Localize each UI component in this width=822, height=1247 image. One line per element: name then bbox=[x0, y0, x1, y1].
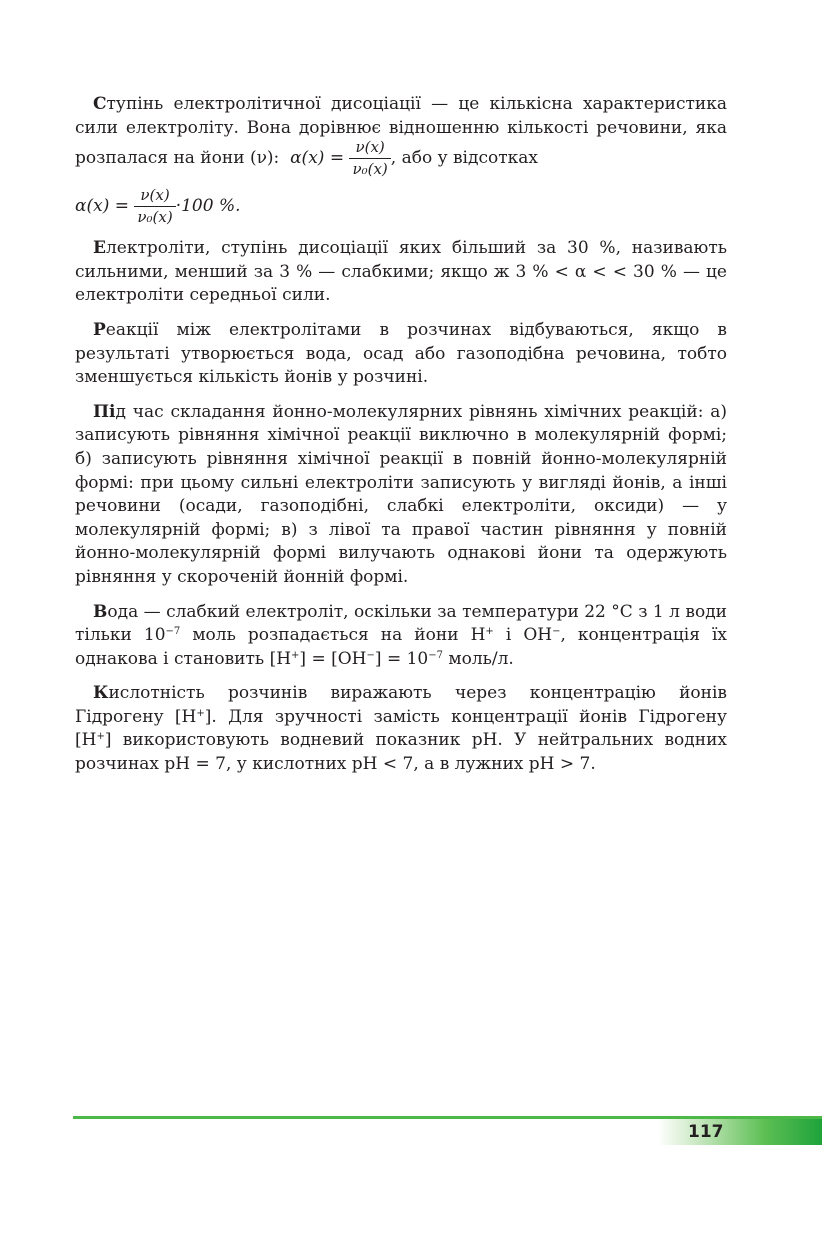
paragraph-strong-weak-electrolytes bbox=[75, 237, 727, 308]
superscript: − bbox=[366, 649, 375, 661]
superscript: −7 bbox=[428, 649, 443, 661]
formula-2-right: ·100 %. bbox=[175, 196, 241, 217]
superscript: + bbox=[291, 649, 300, 661]
paragraph-lead: Е bbox=[93, 238, 106, 259]
formula-1-numerator: ν(x) bbox=[349, 140, 390, 159]
paragraph-lead: С bbox=[93, 94, 107, 114]
formula-1-denominator: ν₀(x) bbox=[352, 160, 388, 179]
paragraph-lead: Р bbox=[93, 319, 106, 340]
text-run: , концентрація їх однакова і становить [Н bbox=[75, 625, 728, 669]
paragraph-lead: Пі bbox=[93, 401, 116, 422]
paragraph-lead: К bbox=[93, 683, 109, 704]
text-run: ] = 10 bbox=[374, 648, 429, 669]
page-number: 117 bbox=[688, 1122, 724, 1142]
paragraph-ionic-equations bbox=[75, 401, 727, 590]
paragraph-text: лектроліти, ступінь дисоціації яких більший за 30 %, називають сильними, менший за 3 % — слабкими; якщо ж 3 % < α < < 30 % — це електроліти середньої сили. bbox=[75, 238, 727, 306]
formula-1-left: α(x) = bbox=[290, 148, 345, 169]
superscript: + bbox=[196, 707, 205, 719]
text-run: ислотність розчинів виражають через концентрацію йонів Гідрогену [Н bbox=[75, 683, 727, 727]
formula-2-numerator: ν(x) bbox=[134, 188, 175, 207]
paragraph-water bbox=[75, 601, 727, 672]
text-run: ] використовують водневий показник рН. У нейтральних водних розчинах рН = 7, у кислотних рН < 7, а в лужних рН > 7. bbox=[75, 730, 727, 775]
paragraph-dissociation-degree bbox=[75, 93, 727, 177]
formula-1-fraction bbox=[349, 140, 390, 177]
formula-2-line bbox=[75, 188, 727, 225]
paragraph-text: еакції між електролітами в розчинах відбуваються, якщо в результаті утворюється вода, осад або газоподібна речовина, тобто зменшується кількість йонів у розчині. bbox=[75, 319, 727, 388]
paragraph-acidity bbox=[75, 682, 727, 776]
text-run: моль розпадається на йони Н bbox=[180, 625, 486, 646]
formula-2-fraction bbox=[134, 188, 175, 225]
superscript: + bbox=[485, 626, 494, 638]
text-run: ]. Для зручності замість концентрації йонів Гідрогену [Н bbox=[75, 706, 727, 751]
superscript: + bbox=[96, 731, 105, 743]
paragraph-text: д час складання йонно-молекулярних рівнянь хімічних реакцій: а) записують рівняння хімічної реакції виключно в молекулярній формі; б) записують рівняння хімічної реакції в повній йонно-молекулярній формі: при цьому сильні електроліти записують у вигляді йонів, а інші речовини (осади, газоподібні, слабкі електроліти, оксиди) — у молекулярній формі; в) з лівої та правої частин рівняння у повній йонно-молекулярній формі вилучають однакові йони та одержують рівняння у скороченій йонній формі. bbox=[75, 401, 727, 587]
text-run: ода — слабкий електроліт, оскільки за температури 22 °С з 1 л води тільки 10 bbox=[75, 601, 727, 646]
text-run: моль/л. bbox=[442, 648, 514, 669]
paragraph-text-between: , або у відсотках bbox=[390, 148, 538, 169]
page-content bbox=[75, 93, 727, 788]
paragraph-lead: В bbox=[93, 601, 108, 622]
footer-gradient-bar bbox=[658, 1119, 822, 1145]
superscript: −7 bbox=[165, 626, 181, 638]
paragraph-text: тупінь електролітичної дисоціації — це кількісна характеристика сили електроліту. Вона дорівнює відношенню кількості речовини, яка розпалася на йони (ν): bbox=[75, 94, 727, 169]
text-run: ] = [ОН bbox=[299, 648, 367, 669]
formula-2-left: α(x) = bbox=[75, 196, 129, 217]
superscript: − bbox=[552, 626, 561, 638]
text-run: і ОН bbox=[493, 625, 553, 646]
paragraph-reactions bbox=[75, 319, 727, 390]
formula-2-denominator: ν₀(x) bbox=[137, 208, 173, 227]
